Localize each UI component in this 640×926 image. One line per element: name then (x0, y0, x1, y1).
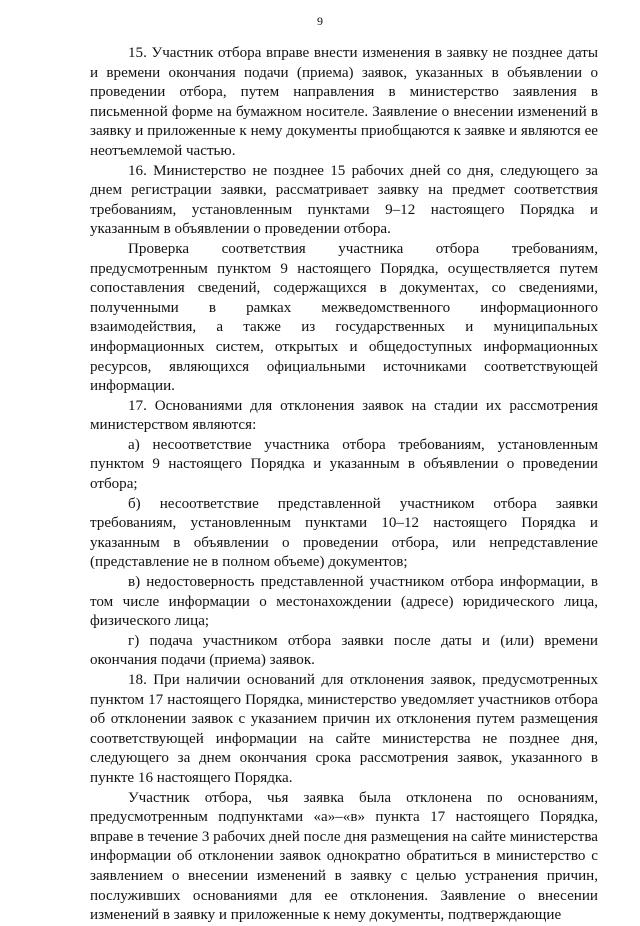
paragraph-17-g: г) подача участником отбора заявки после даты и (или) времени окончания подачи (приема) заявок. (90, 632, 598, 669)
paragraph-16: 16. Министерство не позднее 15 рабочих дней со дня, следующего за днем регистрации заявки, рассматривает заявку на предмет соответствия требованиям, установленным пунктами 9–12 настоящего Порядка и указанным в объявлении о проведении отбора. (90, 162, 598, 238)
page-number: 9 (317, 14, 323, 28)
paragraph-17-b: б) несоответствие представленной участником отбора заявки требованиям, установленным пунктами 10–12 настоящего Порядка и указанным в объявлении о проведении отбора, или непредставление (представление не в полном объеме) документов; (90, 495, 598, 571)
paragraph-resubmission: Участник отбора, чья заявка была отклонена по основаниям, предусмотренным подпунктами «а»–«в» пункта 17 настоящего Порядка, вправе в течение 3 рабочих дней после дня размещения на сайте министерства информации об отклонении заявок однократно обратиться в министерство с заявлением о внесении изменений в заявку с целью устранения причин, послуживших основаниями для ее отклонения. Заявление о внесении изменений в заявку и приложенные к нему документы, подтверждающие (90, 789, 598, 924)
paragraph-15: 15. Участник отбора вправе внести изменения в заявку не позднее даты и времени окончания подачи (приема) заявок, указанных в объявлении о проведении отбора, путем направления в министерство заявления в письменной форме на бумажном носителе. Заявление о внесении изменений в заявку и приложенные к нему документы приобщаются к заявке и являются ее неотъемлемой частью. (90, 45, 598, 159)
document-body (90, 44, 598, 926)
paragraph-17: 17. Основаниями для отклонения заявок на стадии их рассмотрения министерством являются: (90, 397, 598, 434)
paragraph-17-v: в) недостоверность представленной участником отбора информации, в том числе информации о местонахождении (адресе) юридического лица, физического лица; (90, 574, 598, 630)
paragraph-verification: Проверка соответствия участника отбора требованиям, предусмотренным пунктом 9 настоящего Порядка, осуществляется путем сопоставления сведений, содержащихся в документах, со сведениями, полученными в рамках межведомственного информационного взаимодействия, а также из государственных и муниципальных информационных систем, открытых и общедоступных информационных ресурсов, являющихся официальными источниками соответствующей информации. (90, 240, 598, 395)
paragraph-17-a: а) несоответствие участника отбора требованиям, установленным пунктом 9 настоящего Порядка и указанным в объявлении о проведении отбора; (90, 436, 598, 493)
paragraph-18: 18. При наличии оснований для отклонения заявок, предусмотренных пунктом 17 настоящего Порядка, министерство уведомляет участников отбора об отклонении заявок с указанием причин их отклонения путем размещения соответствующей информации на сайте министерства не позднее дня, следующего за днем окончания срока рассмотрения заявок, указанного в пункте 16 настоящего Порядка. (90, 672, 598, 786)
